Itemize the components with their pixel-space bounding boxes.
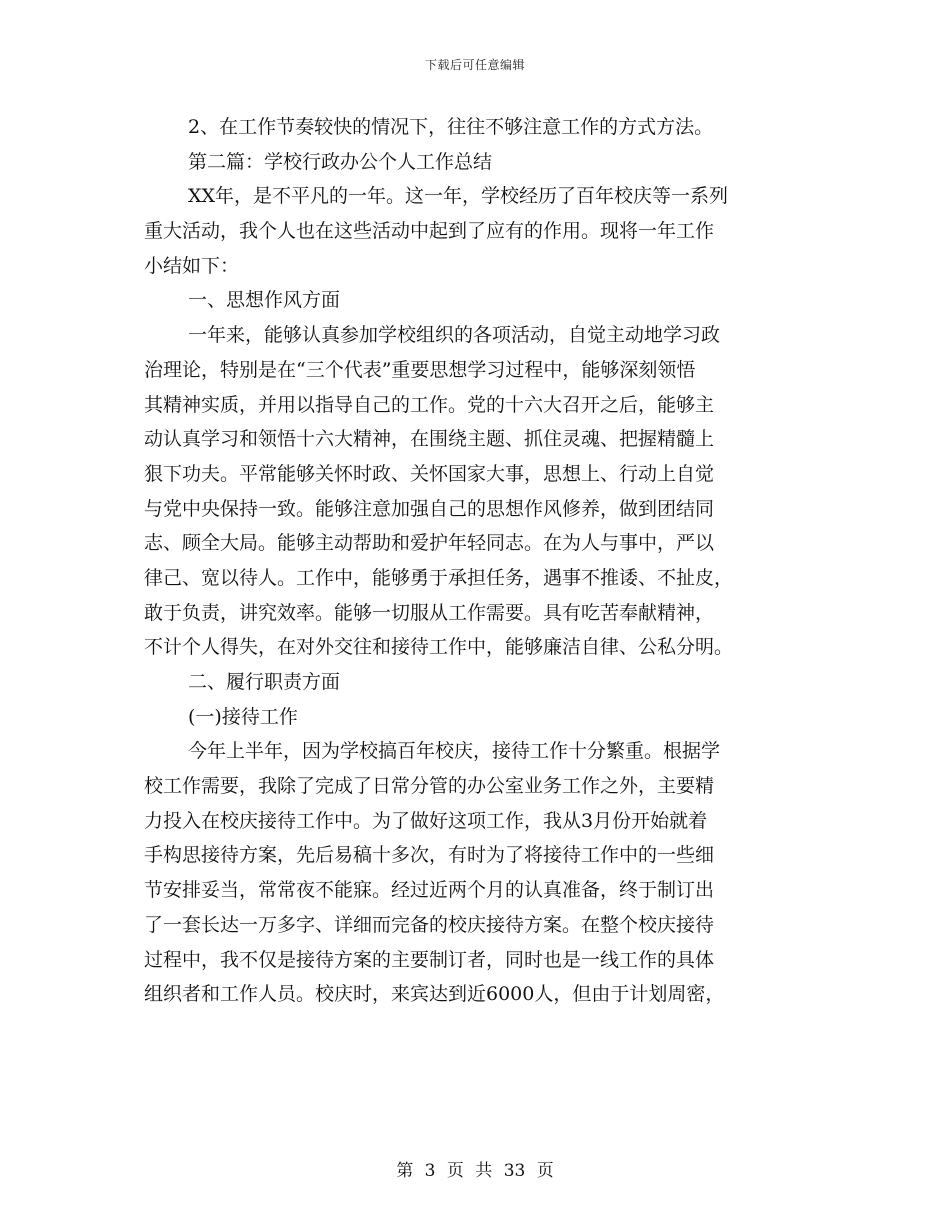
document-body: [144, 110, 808, 1012]
text-line: 其精神实质，并用以指导自己的工作。党的十六大召开之后，能够主: [144, 393, 715, 416]
text-line: 校工作需要，我除了完成了日常分管的办公室业务工作之外，主要精: [144, 775, 715, 798]
text-line: 律己、宽以待人。工作中，能够勇于承担任务，遇事不推诿、不扯皮，: [144, 566, 734, 589]
text-line: 力投入在校庆接待工作中。为了做好这项工作，我从3月份开始就着: [144, 809, 708, 832]
page-footer: 第 3 页 共 33 页: [396, 1161, 554, 1181]
text-line: 2、在工作节奏较快的情况下，往往不够注意工作的方式方法。: [188, 116, 714, 138]
page-header: 下载后可任意编辑: [424, 58, 525, 72]
text-line: 二、履行职责方面: [188, 671, 341, 693]
text-line: 手构思接待方案，先后易稿十多次，有时为了将接待工作中的一些细: [144, 844, 715, 867]
text-line: 狠下功夫。平常能够关怀时政、关怀国家大事，思想上、行动上自觉: [144, 462, 715, 485]
text-line: 志、顾全大局。能够主动帮助和爱护年轻同志。在为人与事中，严以: [144, 532, 715, 555]
text-line: 动认真学习和领悟十六大精神，在围绕主题、抓住灵魂、把握精髓上: [144, 428, 715, 451]
text-line: 今年上半年，因为学校搞百年校庆，接待工作十分繁重。根据学: [188, 740, 721, 763]
text-line: 组织者和工作人员。校庆时，来宾达到近6000人，但由于计划周密，: [144, 983, 725, 1006]
text-line: XX年，是不平凡的一年。这一年，学校经历了百年校庆等一系列: [188, 185, 729, 208]
text-line: 重大活动，我个人也在这些活动中起到了应有的作用。现将一年工作: [144, 220, 715, 243]
text-line: 一、思想作风方面: [188, 289, 341, 312]
text-line: 过程中，我不仅是接待方案的主要制订者，同时也是一线工作的具体: [144, 948, 715, 971]
text-line: (一)接待工作: [188, 705, 298, 728]
text-line: 治理论，特别是在“三个代表”重要思想学习过程中，能够深刻领悟: [144, 358, 696, 381]
text-line: 了一套长达一万多字、详细而完备的校庆接待方案。在整个校庆接待: [144, 913, 715, 936]
text-line: 敢于负责，讲究效率。能够一切服从工作需要。具有吃苦奉献精神，: [144, 601, 715, 624]
text-line: 不计个人得失，在对外交往和接待工作中，能够廉洁自律、公私分明。: [144, 636, 734, 659]
text-line: 小结如下：: [144, 254, 240, 277]
text-line: 一年来，能够认真参加学校组织的各项活动，自觉主动地学习政: [188, 324, 721, 347]
text-line: 节安排妥当，常常夜不能寐。经过近两个月的认真准备，终于制订出: [144, 879, 715, 902]
text-line: 第二篇：学校行政办公个人工作总结: [188, 150, 493, 173]
text-line: 与党中央保持一致。能够注意加强自己的思想作风修养，做到团结同: [144, 497, 715, 520]
